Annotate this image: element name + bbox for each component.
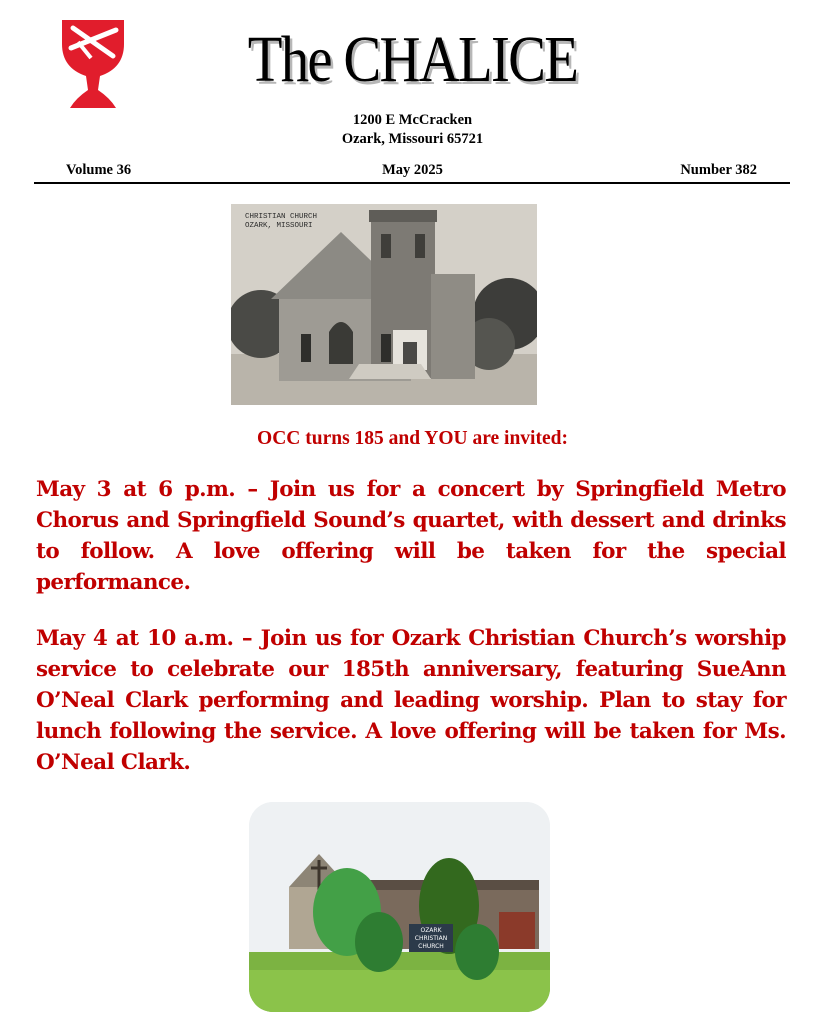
volume-label: Volume 36	[66, 162, 132, 178]
modern-church-illustration	[249, 802, 550, 1012]
sign-line-2: CHRISTIAN	[414, 935, 448, 942]
address-line-1: 1200 E McCracken	[352, 112, 473, 128]
photo-caption-2: OZARK, MISSOURI	[245, 222, 313, 230]
issue-number: Number 382	[680, 162, 757, 178]
header-divider	[34, 182, 790, 184]
historic-church-illustration	[231, 204, 537, 405]
event-concert: May 3 at 6 p.m. – Join us for a concert by Springfield Metro Chorus and Springfield Sound’s quartet, with dessert and drinks to follow. A love offering will be taken for the special performance.	[36, 477, 786, 595]
event-worship: May 4 at 10 a.m. – Join us for Ozark Christian Church’s worship service to celebrate our 185th anniversary, featuring SueAnn O’Neal Clark performing and leading worship. Plan to stay for lunch following the service. A love offering will be taken for Ms. O’Neal Clark.	[36, 626, 786, 775]
modern-church-photo	[249, 802, 550, 1012]
sign-line-3: CHURCH	[418, 943, 444, 950]
address-line-2: Ozark, Missouri 65721	[341, 131, 484, 147]
photo-caption-1: CHRISTIAN CHURCH	[245, 213, 318, 221]
sign-line-1: OZARK	[420, 927, 442, 934]
invitation-heading: OCC turns 185 and YOU are invited:	[257, 428, 568, 449]
issue-date: May 2025	[382, 162, 443, 178]
newsletter-title: The CHALICE	[247, 23, 578, 96]
historic-church-photo	[231, 204, 537, 405]
